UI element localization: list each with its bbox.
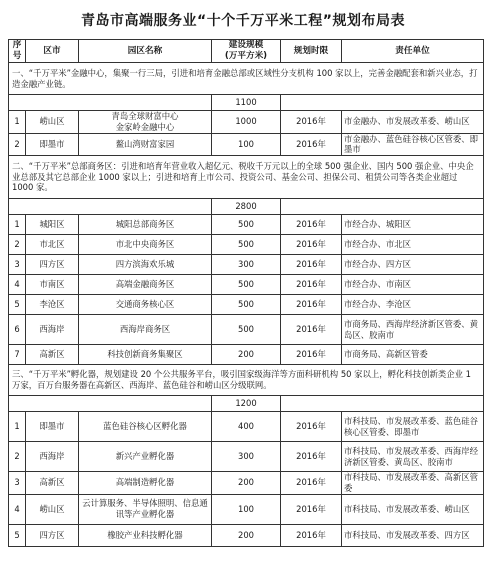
row-number: 4 [9, 275, 26, 295]
row-scale: 500 [212, 275, 281, 295]
header-deadline: 规划时限 [281, 40, 342, 63]
row-district: 西海岸 [26, 442, 79, 472]
row-number: 1 [9, 111, 26, 134]
row-park-name: 科技创新商务集聚区 [79, 345, 212, 365]
row-responsible-unit: 市科技局、市发展改革委、四方区 [342, 524, 484, 546]
row-scale: 500 [212, 215, 281, 235]
table-row [9, 275, 484, 295]
row-responsible-unit: 市科技局、市发展改革委、西海岸经济新区管委、黄岛区、胶南市 [342, 442, 484, 472]
header-no: 序号 [9, 40, 26, 63]
row-number: 3 [9, 255, 26, 275]
row-responsible-unit: 市经合办、市南区 [342, 275, 484, 295]
table-row [9, 472, 484, 495]
row-park-name: 高端制造孵化器 [79, 472, 212, 495]
row-number: 3 [9, 472, 26, 495]
row-number: 5 [9, 524, 26, 546]
row-district: 李沧区 [26, 295, 79, 315]
row-scale: 200 [212, 524, 281, 546]
table-row [9, 315, 484, 345]
section-total-row [9, 95, 484, 111]
row-number: 2 [9, 235, 26, 255]
document-title: 青岛市高端服务业“十个千万平米工程”规划布局表 [81, 13, 405, 29]
total-blank-cell [281, 396, 484, 412]
table-row [9, 255, 484, 275]
row-park-name: 蓝色硅谷核心区孵化器 [79, 412, 212, 442]
row-deadline: 2016年 [281, 275, 342, 295]
row-park-name: 高端金融商务区 [79, 275, 212, 295]
row-scale: 200 [212, 472, 281, 495]
row-deadline: 2016年 [281, 111, 342, 134]
row-deadline: 2016年 [281, 494, 342, 524]
header-scale: 建设规模 (万平方米) [212, 40, 281, 63]
row-deadline: 2016年 [281, 295, 342, 315]
section-description-row [9, 365, 484, 396]
section-description-row [9, 156, 484, 199]
section-total-row [9, 396, 484, 412]
section-description-row [9, 63, 484, 95]
row-number: 2 [9, 442, 26, 472]
table-row [9, 111, 484, 134]
row-responsible-unit: 市经合办、市北区 [342, 235, 484, 255]
row-responsible-unit: 市金融办、市发展改革委、崂山区 [342, 111, 484, 134]
row-park-name: 交通商务核心区 [79, 295, 212, 315]
table-row [9, 442, 484, 472]
row-deadline: 2016年 [281, 442, 342, 472]
table-row [9, 412, 484, 442]
row-park-name: 云计算服务、半导体照明、信息通讯等产业孵化器 [79, 494, 212, 524]
section-description: 三、“千万平米”孵化器，规划建设 20 个公共服务平台，吸引国家级海洋等方面科研机构 50 家以上，孵化科技创新类企业 1 万家，百万台服务器在高新区、西海岸、蓝色硅谷和崂山区分级联网。 [9, 365, 484, 396]
row-number: 7 [9, 345, 26, 365]
row-responsible-unit: 市金融办、蓝色硅谷核心区管委、即墨市 [342, 133, 484, 156]
header-row [9, 40, 484, 63]
row-deadline: 2016年 [281, 235, 342, 255]
row-park-name: 西海岸商务区 [79, 315, 212, 345]
row-park-name: 青岛全球财富中心 金家岭金融中心 [79, 111, 212, 134]
row-district: 即墨市 [26, 412, 79, 442]
row-scale: 100 [212, 494, 281, 524]
section-total-row [9, 199, 484, 215]
row-number: 5 [9, 295, 26, 315]
row-district: 即墨市 [26, 133, 79, 156]
row-deadline: 2016年 [281, 255, 342, 275]
row-deadline: 2016年 [281, 315, 342, 345]
row-district: 崂山区 [26, 111, 79, 134]
row-deadline: 2016年 [281, 345, 342, 365]
section-total-scale: 1100 [212, 95, 281, 111]
row-scale: 1000 [212, 111, 281, 134]
total-blank-cell [281, 199, 484, 215]
row-responsible-unit: 市经合办、四方区 [342, 255, 484, 275]
section-total-scale: 2800 [212, 199, 281, 215]
total-blank-cell [9, 199, 212, 215]
row-number: 6 [9, 315, 26, 345]
row-responsible-unit: 市科技局、市发展改革委、蓝色硅谷核心区管委、即墨市 [342, 412, 484, 442]
layout-plan-table [8, 39, 484, 547]
row-responsible-unit: 市商务局、西海岸经济新区管委、黄岛区、胶南市 [342, 315, 484, 345]
row-scale: 300 [212, 255, 281, 275]
table-row [9, 133, 484, 156]
row-number: 4 [9, 494, 26, 524]
row-responsible-unit: 市经合办、城阳区 [342, 215, 484, 235]
row-scale: 200 [212, 345, 281, 365]
table-row [9, 494, 484, 524]
row-deadline: 2016年 [281, 412, 342, 442]
row-district: 高新区 [26, 345, 79, 365]
row-district: 四方区 [26, 255, 79, 275]
total-blank-cell [281, 95, 484, 111]
row-park-name: 市北中央商务区 [79, 235, 212, 255]
section-total-scale: 1200 [212, 396, 281, 412]
row-responsible-unit: 市科技局、市发展改革委、崂山区 [342, 494, 484, 524]
row-district: 西海岸 [26, 315, 79, 345]
table-row [9, 295, 484, 315]
row-scale: 500 [212, 315, 281, 345]
row-number: 2 [9, 133, 26, 156]
row-deadline: 2016年 [281, 133, 342, 156]
header-park: 园区名称 [79, 40, 212, 63]
row-scale: 500 [212, 295, 281, 315]
row-park-name: 新兴产业孵化器 [79, 442, 212, 472]
row-number: 1 [9, 412, 26, 442]
row-scale: 500 [212, 235, 281, 255]
row-park-name: 城阳总部商务区 [79, 215, 212, 235]
row-responsible-unit: 市商务局、高新区管委 [342, 345, 484, 365]
total-blank-cell [9, 95, 212, 111]
row-park-name: 橡胶产业科技孵化器 [79, 524, 212, 546]
header-district: 区市 [26, 40, 79, 63]
total-blank-cell [9, 396, 212, 412]
row-park-name: 四方滨海欢乐城 [79, 255, 212, 275]
table-body [9, 40, 484, 547]
row-district: 四方区 [26, 524, 79, 546]
row-responsible-unit: 市经合办、李沧区 [342, 295, 484, 315]
table-row [9, 345, 484, 365]
row-district: 崂山区 [26, 494, 79, 524]
row-scale: 400 [212, 412, 281, 442]
table-row [9, 215, 484, 235]
section-description: 一、“千万平米”金融中心，集聚一行三局，引进和培育金融总部或区域性分支机构 100 家以上，完善金融配套和新兴业态，打造金融产业链。 [9, 63, 484, 95]
row-district: 市北区 [26, 235, 79, 255]
row-scale: 100 [212, 133, 281, 156]
row-deadline: 2016年 [281, 524, 342, 546]
row-district: 市南区 [26, 275, 79, 295]
header-unit: 责任单位 [342, 40, 484, 63]
table-row [9, 235, 484, 255]
row-district: 城阳区 [26, 215, 79, 235]
table-row [9, 524, 484, 546]
row-number: 1 [9, 215, 26, 235]
row-responsible-unit: 市科技局、市发展改革委、高新区管委 [342, 472, 484, 495]
row-district: 高新区 [26, 472, 79, 495]
section-description: 二、“千万平米”总部商务区：引进和培育年营业收入超亿元、税收千万元以上的全球 500 强企业、国内 500 强企业、中央企业总部及其它总部企业 1000 家以上；引进和培育上市公司、投资公司、基金公司、担保公司、租赁公司等各类企业超过 1000 家。 [9, 156, 484, 199]
row-park-name: 鳌山湾财富家园 [79, 133, 212, 156]
row-deadline: 2016年 [281, 215, 342, 235]
row-deadline: 2016年 [281, 472, 342, 495]
row-scale: 300 [212, 442, 281, 472]
